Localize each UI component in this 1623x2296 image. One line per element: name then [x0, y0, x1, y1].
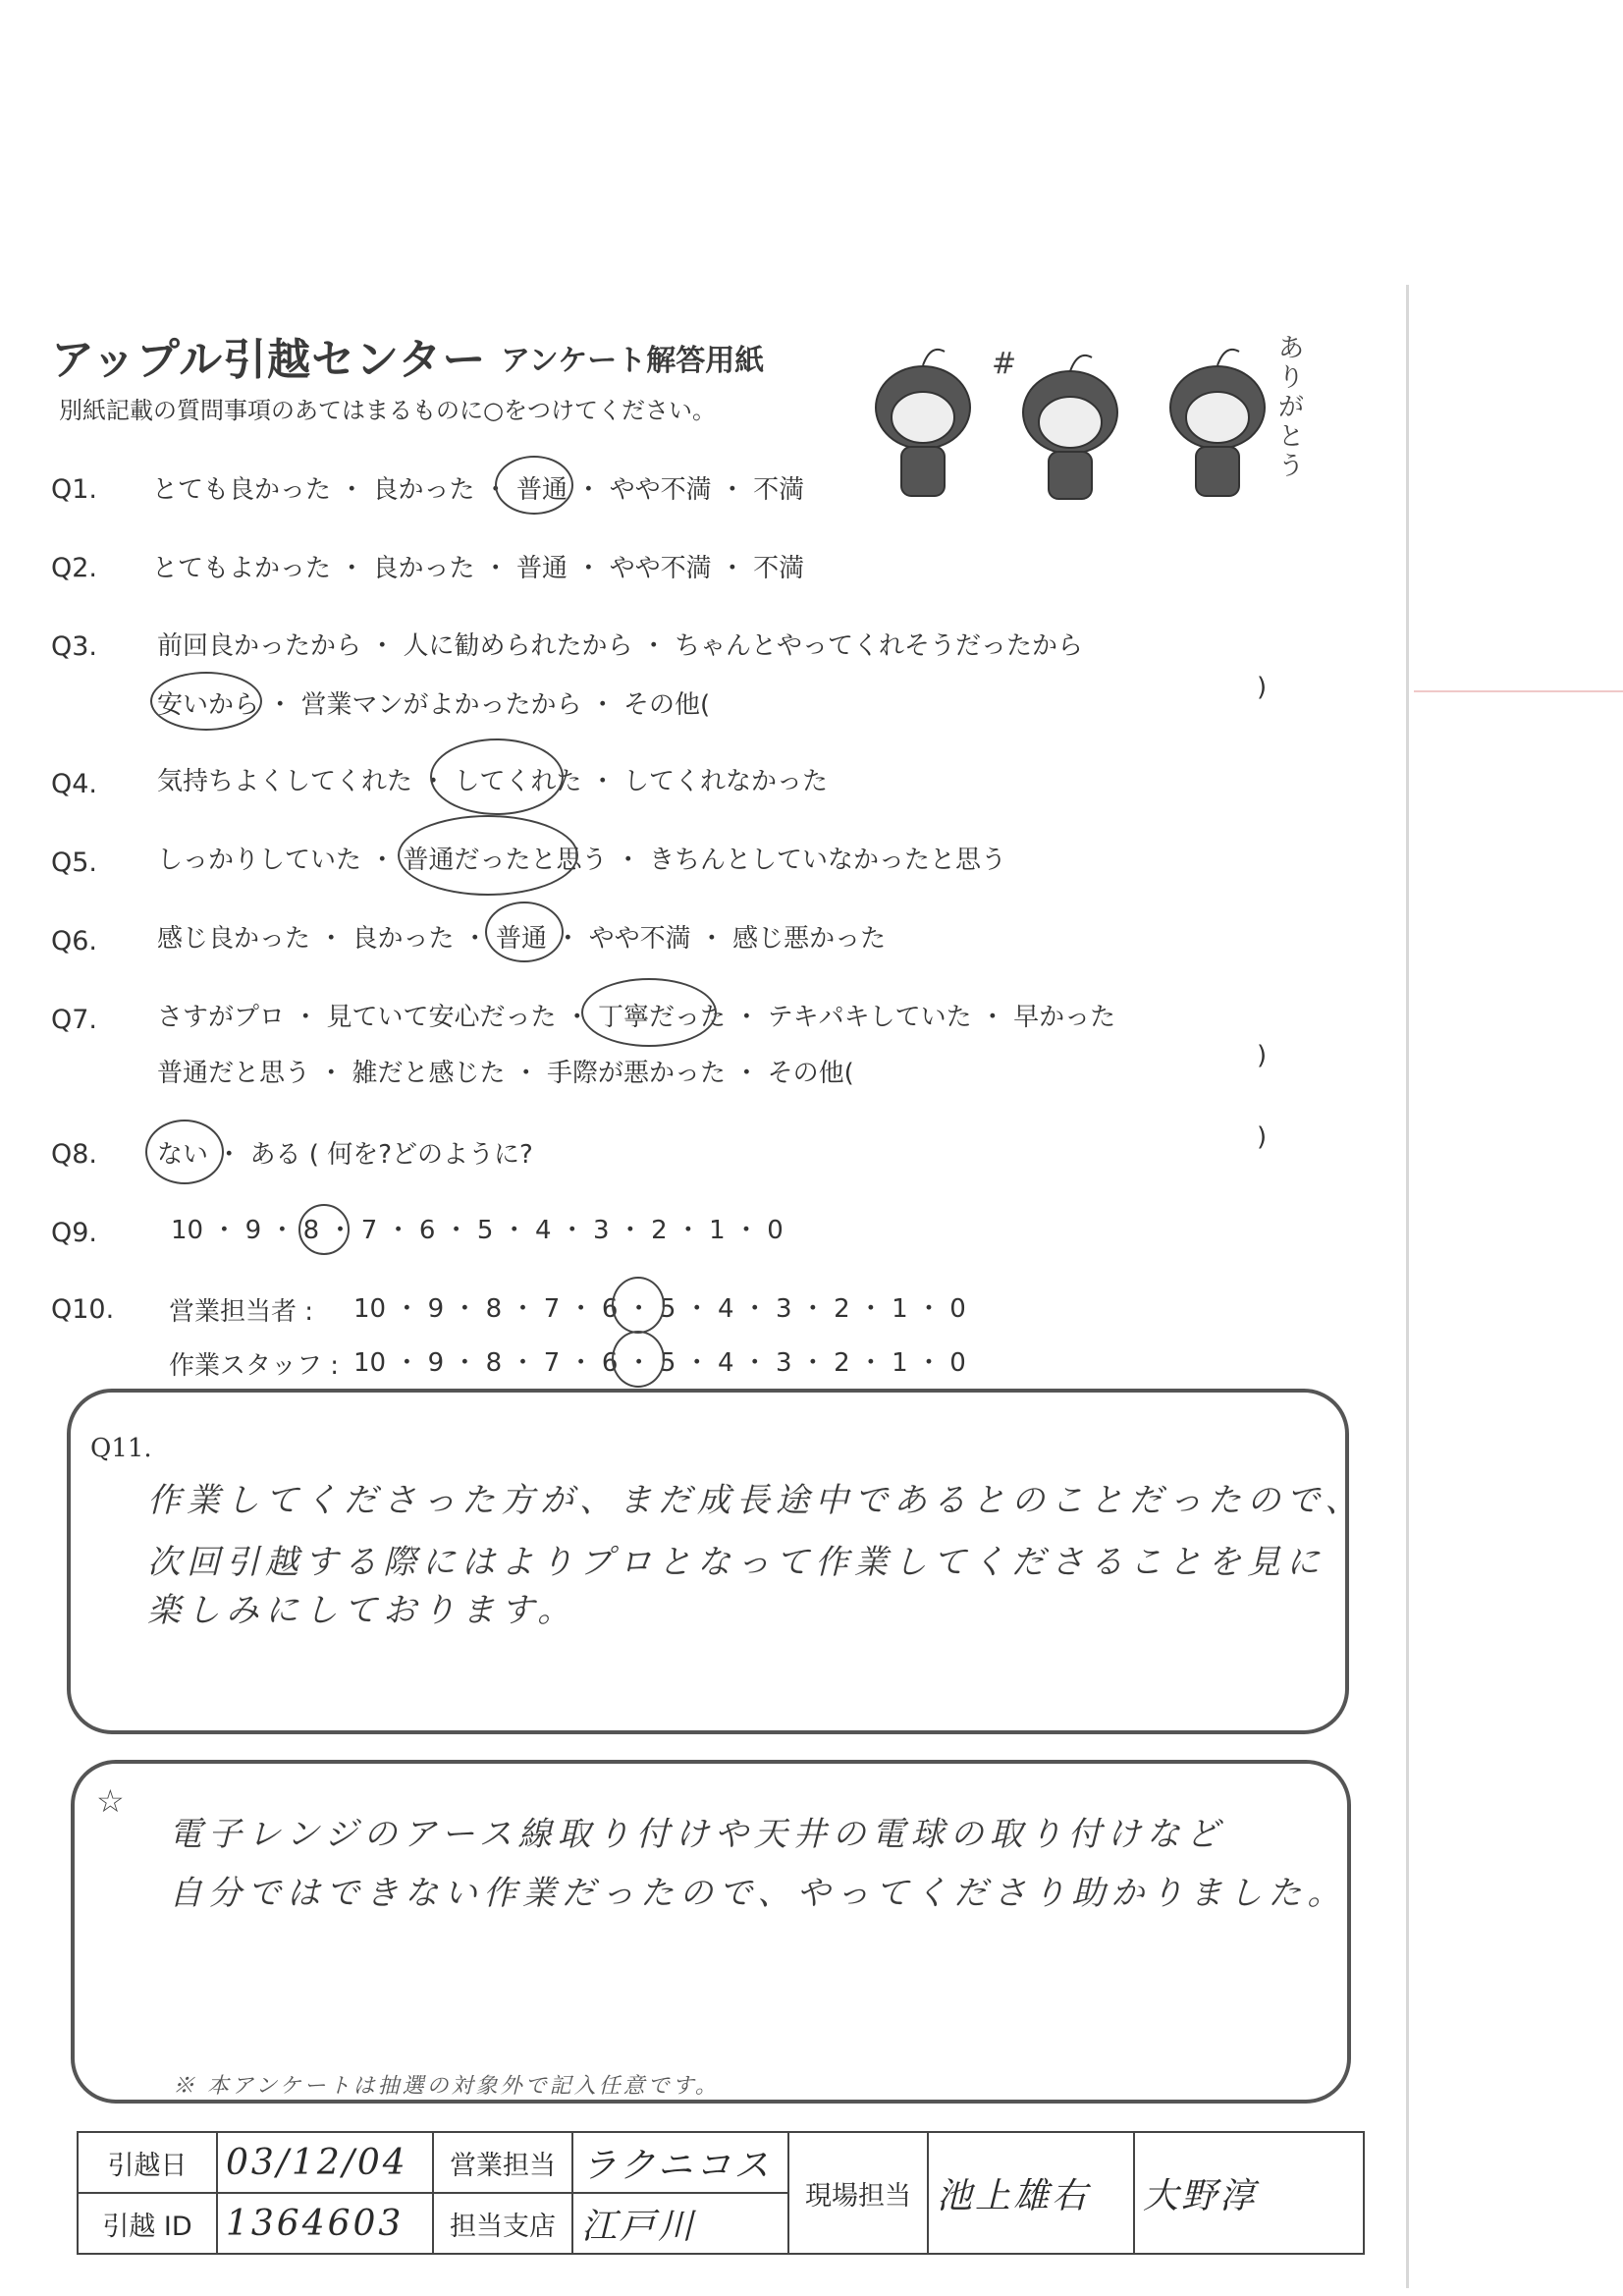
q8-selected-circle: [145, 1120, 224, 1184]
instruction-text: 別紙記載の質問事項のあてはまるものに○をつけてください。: [59, 397, 716, 424]
q6-label: Q6.: [51, 926, 98, 957]
q8-options: ない ・ ある ( 何を?どのように?: [157, 1140, 533, 1170]
form-title: アンケート解答用紙: [501, 344, 765, 378]
q10-staff-label: 作業スタッフ :: [169, 1351, 340, 1381]
branch-value: 江戸川: [572, 2193, 788, 2254]
q10-sales-label: 営業担当者 :: [169, 1297, 314, 1327]
comment-line2: 自分ではできない作業だったので、やってくださり助かりました。: [169, 1874, 1347, 1913]
site-staff-1: 池上雄右: [928, 2132, 1134, 2254]
star-icon: ☆: [96, 1782, 125, 1820]
q11-label: Q11.: [90, 1434, 152, 1463]
move-date-label: 引越日: [78, 2132, 217, 2193]
q11-answer-line3: 楽しみにしております。: [147, 1591, 577, 1630]
q8-close-paren: ): [1257, 1122, 1268, 1152]
company-title: アップル引越センター: [51, 335, 487, 385]
q9-selected-circle: [298, 1204, 350, 1255]
q4-options: 気持ちよくしてくれた ・ してくれた ・ してくれなかった: [157, 767, 829, 796]
q8-label: Q8.: [51, 1139, 98, 1170]
comment-note: ※ 本アンケートは抽選の対象外で記入任意です。: [173, 2074, 720, 2099]
q7-options-line2: 普通だと思う ・ 雑だと感じた ・ 手際が悪かった ・ その他(: [157, 1059, 854, 1088]
margin-line: [1414, 690, 1623, 692]
q6-options: 感じ良かった ・ 良かった ・ 普通 ・ やや不満 ・ 感じ悪かった: [157, 924, 887, 954]
branch-label: 担当支店: [433, 2193, 572, 2254]
q2-options: とてもよかった ・ 良かった ・ 普通 ・ やや不満 ・ 不満: [152, 554, 805, 583]
q7-options-line1: さすがプロ ・ 見ていて安心だった ・ 丁寧だった ・ テキパキしていた ・ 早かった: [157, 1003, 1116, 1032]
q10-sales-scale: 10 ・ 9 ・ 8 ・ 7 ・ 6 ・ 5 ・ 4 ・ 3 ・ 2 ・ 1 ・ 0: [353, 1294, 966, 1324]
q10-sales-selected-circle: [612, 1277, 665, 1334]
move-id-value: 1364603: [217, 2193, 433, 2254]
q11-answer-line2: 次回引越する際にはよりプロとなって作業してくださることを見に: [147, 1543, 1325, 1582]
page-edge: [1406, 285, 1409, 2288]
q3-selected-circle: [150, 672, 262, 731]
q5-label: Q5.: [51, 847, 98, 878]
q11-answer-line1: 作業してくださった方が、まだ成長途中であるとのことだったので、: [147, 1481, 1365, 1520]
move-id-label: 引越 ID: [78, 2193, 217, 2254]
move-info-table: [77, 2131, 1365, 2255]
site-staff-2: 大野淳: [1134, 2132, 1364, 2254]
q9-scale: 10 ・ 9 ・ 8 ・ 7 ・ 6 ・ 5 ・ 4 ・ 3 ・ 2 ・ 1 ・ 0: [171, 1216, 784, 1245]
q2-label: Q2.: [51, 553, 98, 583]
q5-selected-circle: [398, 815, 578, 896]
svg-text:#: #: [992, 347, 1017, 381]
q1-label: Q1.: [51, 474, 98, 505]
q4-selected-circle: [430, 738, 564, 815]
q5-options: しっかりしていた ・ 普通だったと思う ・ きちんとしていなかったと思う: [157, 846, 1007, 875]
monkey-icon: [1170, 350, 1265, 496]
q10-staff-selected-circle: [612, 1331, 665, 1388]
q9-label: Q9.: [51, 1218, 98, 1248]
q7-selected-circle: [581, 978, 717, 1047]
q3-options-line2: 安いから ・ 営業マンがよかったから ・ その他(: [157, 690, 711, 720]
site-staff-label: 現場担当: [788, 2132, 928, 2254]
comment-line1: 電子レンジのアース線取り付けや天井の電球の取り付けなど: [169, 1815, 1225, 1854]
arigato-text: ありがとう: [1278, 334, 1305, 481]
q6-selected-circle: [485, 902, 564, 962]
sales-label: 営業担当: [433, 2132, 572, 2193]
q3-options-line1: 前回良かったから ・ 人に勧められたから ・ ちゃんとやってくれそうだったから: [157, 631, 1084, 661]
move-date-value: 03/12/04: [217, 2132, 433, 2193]
monkey-icon: [1023, 355, 1117, 499]
q4-label: Q4.: [51, 769, 98, 799]
q10-label: Q10.: [51, 1294, 115, 1325]
q1-options: とても良かった ・ 良かった ・ 普通 ・ やや不満 ・ 不満: [152, 475, 805, 505]
q10-staff-scale: 10 ・ 9 ・ 8 ・ 7 ・ 6 ・ 5 ・ 4 ・ 3 ・ 2 ・ 1 ・ 0: [353, 1348, 966, 1378]
q7-label: Q7.: [51, 1005, 98, 1035]
q7-close-paren: ): [1257, 1041, 1268, 1070]
q3-close-paren: ): [1257, 673, 1268, 702]
q1-selected-circle: [495, 456, 573, 515]
sales-value: ラクニコス: [572, 2132, 788, 2193]
monkey-icon: [876, 350, 970, 496]
q3-label: Q3.: [51, 631, 98, 662]
